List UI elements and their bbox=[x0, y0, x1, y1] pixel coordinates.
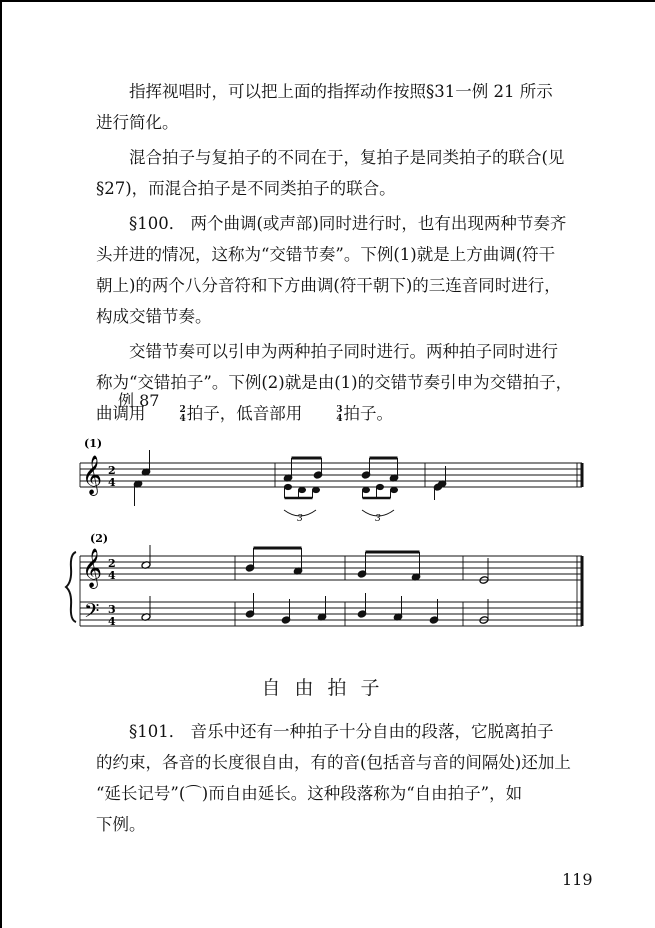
text-line: 混合拍子与复拍子的不同在于，复拍子是同类拍子的联合(见 bbox=[129, 148, 565, 167]
page-border-top bbox=[0, 0, 655, 2]
example-1-label: (1) bbox=[84, 437, 103, 450]
text-line: 朝上)的两个八分音符和下方曲调(符干朝下)的三连音同时进行， bbox=[96, 276, 561, 295]
measure-1-notes bbox=[133, 450, 151, 506]
meter-b-top: 3 bbox=[336, 404, 343, 415]
paragraph-101 bbox=[96, 716, 596, 840]
time-sig-bottom: 4 bbox=[108, 569, 116, 582]
treble-notes-ex2 bbox=[141, 545, 489, 584]
text-line: “延长记号”(⌒)而自由延长。这种段落称为“自由拍子”，如 bbox=[96, 784, 523, 803]
measure-3-notes bbox=[433, 466, 447, 500]
paragraph-100 bbox=[96, 208, 596, 332]
text-line: 称为“交错拍子”。下例(2)就是由(1)的交错节奏引申为交错拍子， bbox=[96, 373, 573, 392]
body-text-lower bbox=[96, 716, 596, 840]
time-sig-bottom: 4 bbox=[108, 476, 116, 489]
meter-fraction-b bbox=[303, 406, 342, 424]
bass-time-sig-bottom: 4 bbox=[108, 615, 116, 628]
music-score bbox=[0, 430, 655, 640]
text-line: §100． 两个曲调(或声部)同时进行时，也有出现两种节奏齐 bbox=[129, 214, 567, 233]
meter-b-bottom: 4 bbox=[336, 413, 343, 424]
triplet-mark-1: 3 bbox=[297, 514, 303, 524]
treble-clef-icon: 𝄞 bbox=[82, 548, 103, 588]
text-line: 指挥视唱时，可以把上面的指挥动作按照§31一例 21 所示 bbox=[129, 82, 553, 101]
text-line: 进行简化。 bbox=[96, 113, 179, 132]
text-line: §101． 音乐中还有一种拍子十分自由的段落，它脱离拍子 bbox=[129, 722, 554, 741]
time-sig-top: 2 bbox=[108, 557, 116, 570]
text-line: 构成交错节奏。 bbox=[96, 307, 212, 326]
paragraph-1 bbox=[96, 76, 596, 138]
body-text-upper bbox=[96, 76, 596, 429]
meter-line-part2: 拍子，低音部用 bbox=[186, 404, 303, 423]
paragraph-cross-meter bbox=[96, 336, 596, 429]
text-line: 的约束，各音的长度很自由，有的音(包括音与音的间隔处)还加上 bbox=[96, 753, 571, 772]
paragraph-2 bbox=[96, 142, 596, 204]
staff-2-treble bbox=[80, 556, 582, 626]
meter-a-bottom: 4 bbox=[179, 413, 186, 424]
bass-clef-icon: 𝄢 bbox=[84, 599, 100, 627]
text-line: 交错节奏可以引申为两种拍子同时进行。两种拍子同时进行 bbox=[129, 342, 558, 361]
page-number: 119 bbox=[562, 870, 593, 889]
treble-clef-icon: 𝄞 bbox=[82, 455, 103, 495]
meter-line-part1: 曲调用 bbox=[96, 404, 146, 423]
measure-2b-notes bbox=[361, 458, 399, 516]
meter-line-part3: 拍子。 bbox=[343, 404, 394, 423]
bass-time-sig-top: 3 bbox=[108, 603, 116, 616]
text-line: 下例。 bbox=[96, 815, 146, 834]
staff-2-bass bbox=[80, 602, 582, 626]
time-sig-top: 2 bbox=[108, 464, 116, 477]
brace-icon bbox=[66, 552, 76, 622]
example-label: 例 87 bbox=[118, 391, 160, 410]
measure-2-notes bbox=[283, 458, 323, 516]
triplet-mark-2: 3 bbox=[375, 514, 381, 524]
text-line: §27)，而混合拍子是不同类拍子的联合。 bbox=[96, 179, 396, 198]
text-line: 头并进的情况，这称为“交错节奏”。下例(1)就是上方曲调(符干 bbox=[96, 245, 556, 264]
section-title: 自由拍子 bbox=[261, 677, 394, 699]
meter-a-top: 2 bbox=[179, 404, 186, 415]
example-2-label: (2) bbox=[90, 532, 109, 545]
staff-1 bbox=[80, 463, 582, 487]
